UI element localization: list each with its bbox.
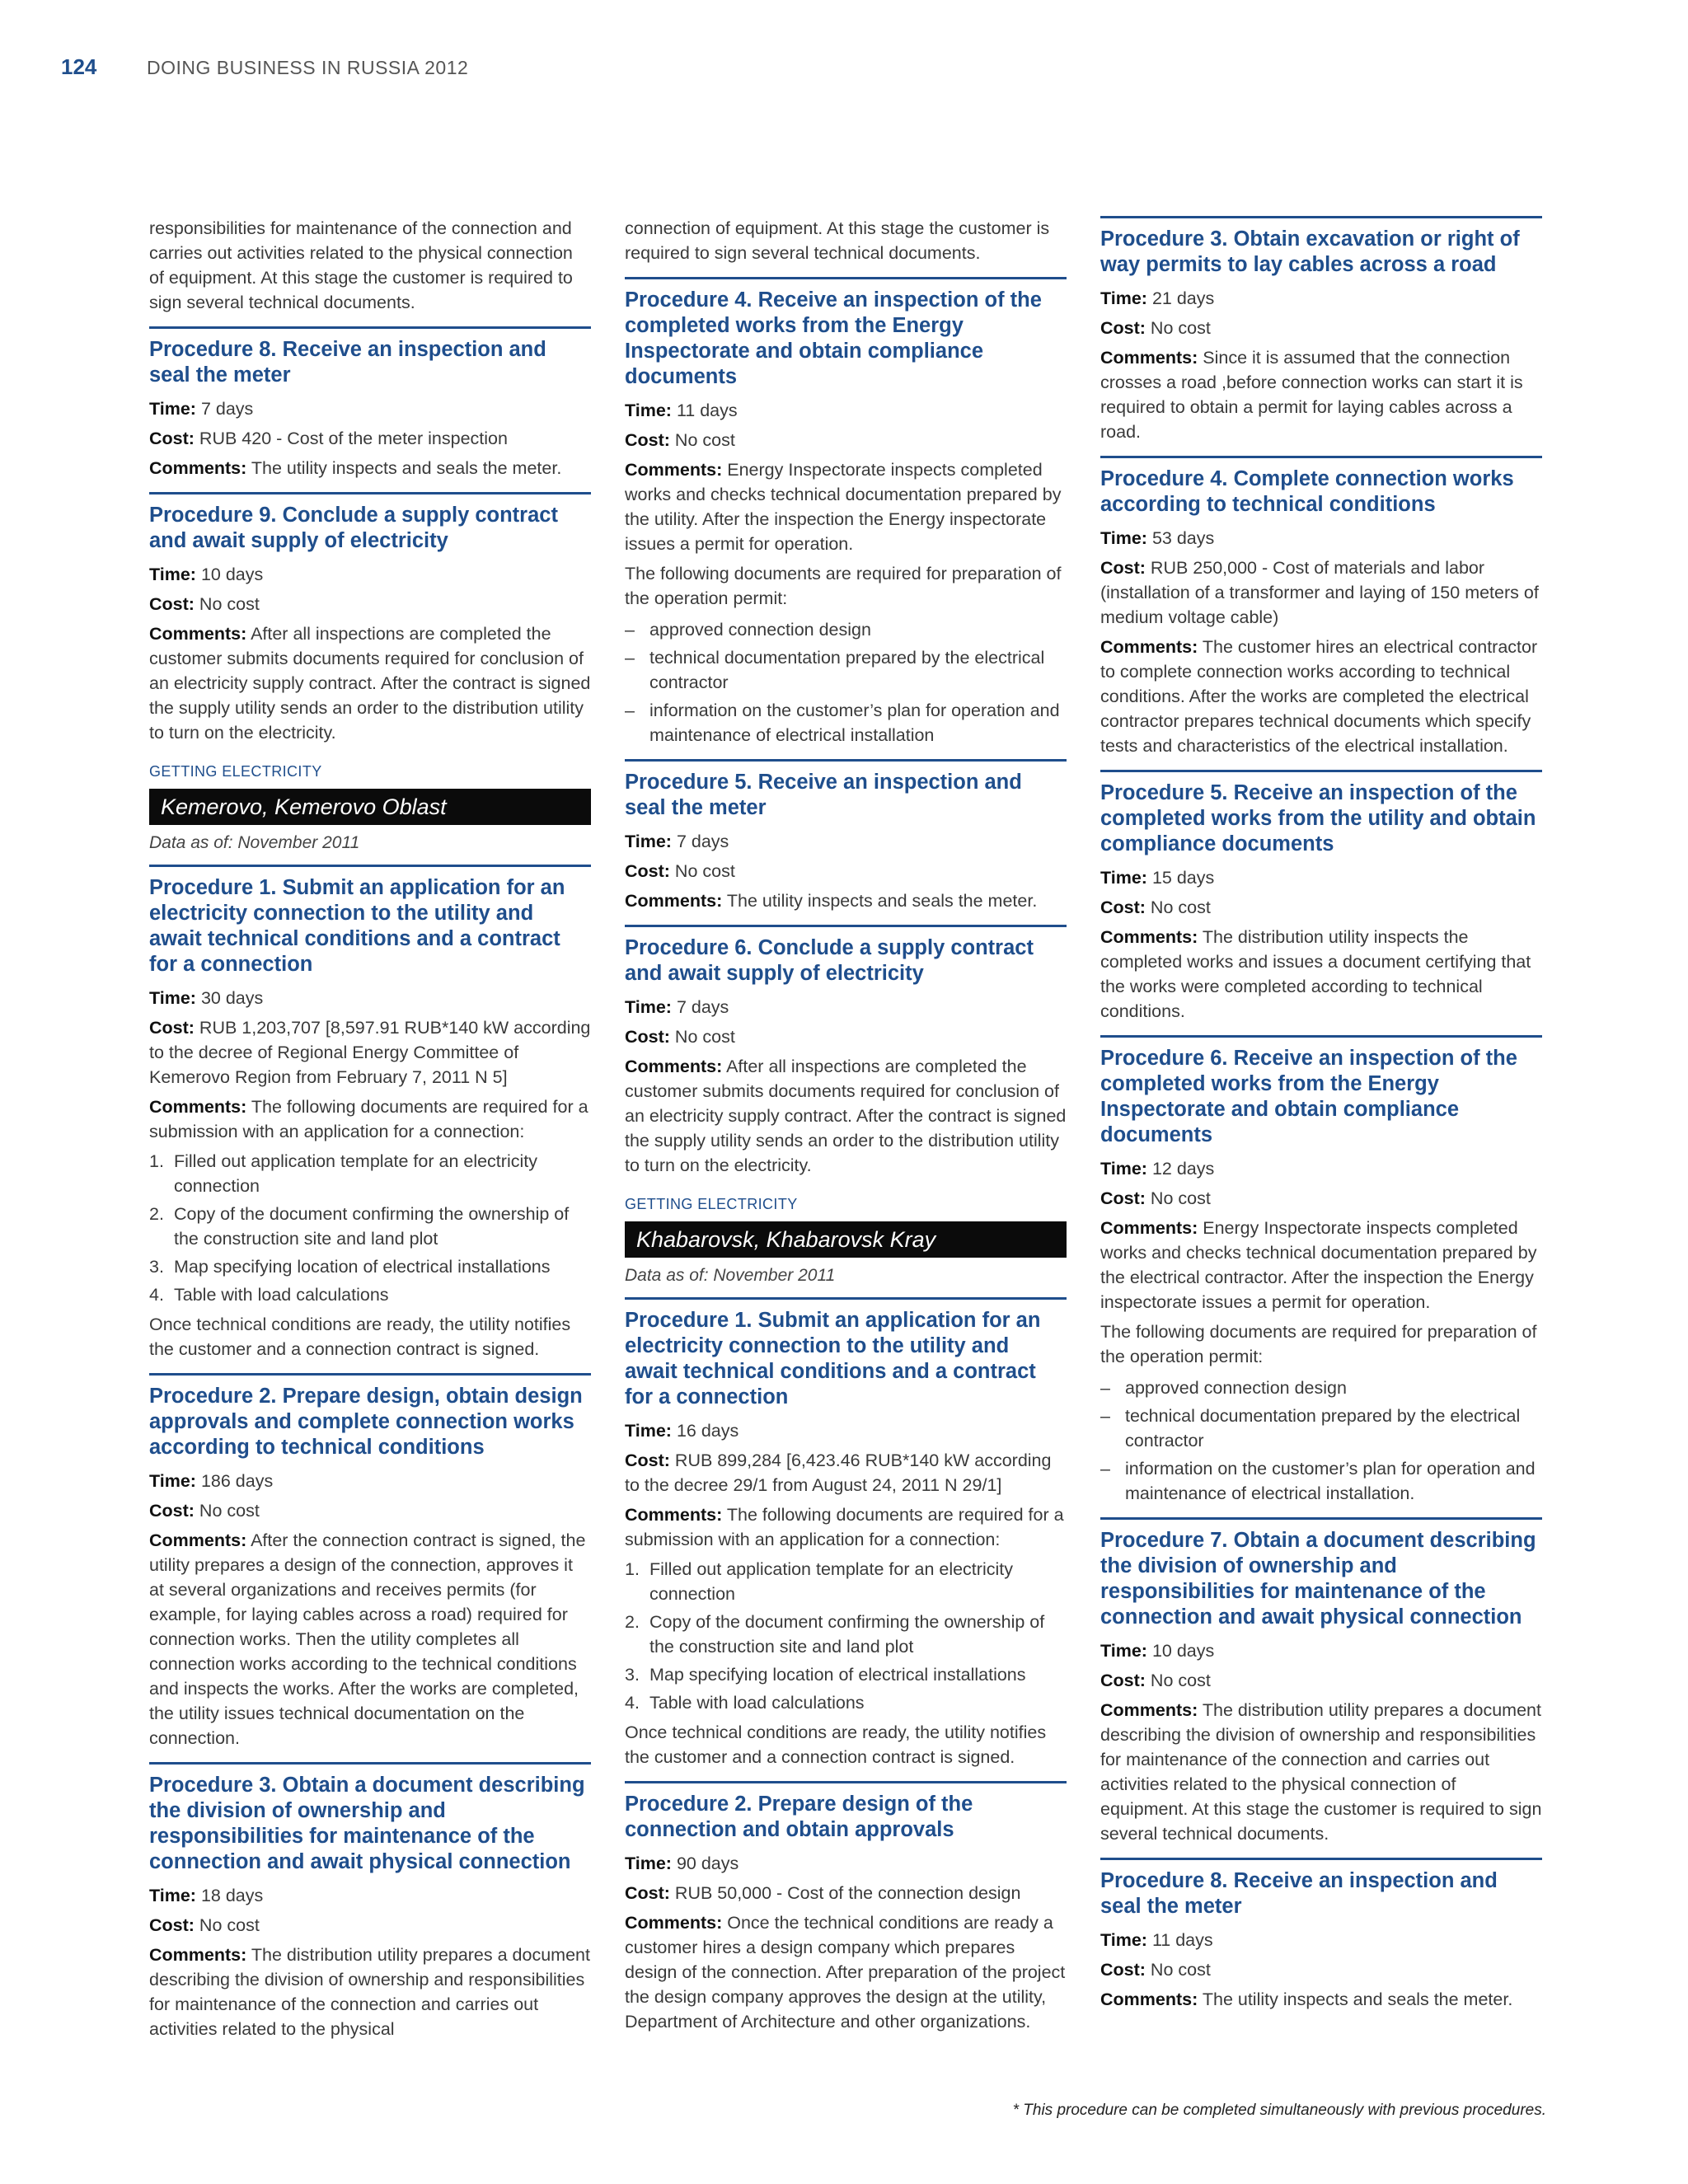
- comments-field: Comments: The utility inspects and seals the meter.: [625, 891, 1038, 911]
- continued-text: responsibilities for maintenance of the connection and carries out activities related to the physical connection of equipment. At this stage the customer is required to sign several technical documents.: [149, 218, 573, 312]
- cost-field: Cost: No cost: [1100, 1188, 1211, 1208]
- list-item: 1. Filled out application template for an electricity connection: [149, 1151, 537, 1196]
- cost-field: Cost: No cost: [1100, 1671, 1211, 1690]
- list-item: 4. Table with load calculations: [625, 1693, 865, 1713]
- procedure-heading: Procedure 3. Obtain a document describing the division of ownership and responsibilities for maintenance of the connection and await physical connection: [149, 1762, 591, 1875]
- cost-field: Cost: No cost: [149, 594, 260, 614]
- footnote: * This procedure can be completed simultaneously with previous procedures.: [1012, 2102, 1546, 2119]
- comments-field: Comments: The distribution utility inspects the completed works and issues a document certifying that the works were completed according to technical conditions.: [1100, 927, 1531, 1021]
- time-field: Time: 10 days: [149, 565, 264, 584]
- column-3: [1100, 216, 1542, 2017]
- body-text: Once technical conditions are ready, the utility notifies the customer and a connection contract is signed.: [625, 1722, 1047, 1767]
- comments-field: Comments: The utility inspects and seals the meter.: [1100, 1990, 1513, 2009]
- cost-field: Cost: No cost: [625, 861, 735, 881]
- city-banner: Kemerovo, Kemerovo Oblast: [149, 789, 591, 825]
- time-field: Time: 16 days: [625, 1421, 739, 1441]
- cost-field: Cost: RUB 50,000 - Cost of the connection design: [625, 1883, 1021, 1903]
- list-item: – technical documentation prepared by the electrical contractor: [1100, 1404, 1542, 1453]
- time-field: Time: 15 days: [1100, 868, 1215, 888]
- comments-field: Comments: Energy Inspectorate inspects completed works and checks technical documentation prepared by the electrical contractor. After the inspection the Energy inspectorate issues a permit for operation.: [1100, 1218, 1537, 1312]
- list-item: 2. Copy of the document confirming the ownership of the construction site and land plot: [625, 1612, 1045, 1657]
- section-label: GETTING ELECTRICITY: [625, 1196, 798, 1212]
- procedure-heading: Procedure 6. Conclude a supply contract and await supply of electricity: [625, 925, 1067, 987]
- cost-field: Cost: No cost: [149, 1501, 260, 1521]
- document-list: [149, 1149, 591, 1307]
- comments-field: Comments: After the connection contract is signed, the utility prepares a design of the connection, approves it at several organizations and receives permits (for example, for laying cables across a road) required for connection works. Then the utility completes all connection works according to the technical conditions and inspects the works. After the works are completed, the utility issues technical documentation on the connection.: [149, 1530, 586, 1748]
- time-field: Time: 10 days: [1100, 1641, 1215, 1661]
- list-item: 1. Filled out application template for an electricity connection: [625, 1559, 1013, 1604]
- document-list: [625, 617, 1067, 748]
- procedure-heading: Procedure 9. Conclude a supply contract and await supply of electricity: [149, 492, 591, 554]
- procedure-heading: Procedure 8. Receive an inspection and seal the meter: [1100, 1858, 1542, 1919]
- time-field: Time: 11 days: [625, 401, 738, 420]
- time-field: Time: 7 days: [625, 997, 729, 1017]
- city-banner: Khabarovsk, Khabarovsk Kray: [625, 1221, 1067, 1258]
- time-field: Time: 53 days: [1100, 528, 1215, 548]
- comments-field: Comments: The distribution utility prepares a document describing the division of ownership and responsibilities for maintenance of the connection and carries out activities related to the physical connection of equipment. At this stage the customer is required to sign several technical documents.: [1100, 1700, 1542, 1844]
- body-text: The following documents are required for preparation of the operation permit:: [1100, 1322, 1537, 1366]
- body-text: Once technical conditions are ready, the utility notifies the customer and a connection contract is signed.: [149, 1315, 571, 1359]
- procedure-heading: Procedure 3. Obtain excavation or right of way permits to lay cables across a road: [1100, 216, 1542, 278]
- time-field: Time: 186 days: [149, 1471, 274, 1491]
- column-1: [149, 216, 591, 2046]
- comments-field: Comments: Energy Inspectorate inspects completed works and checks technical documentation prepared by the utility. After the inspection the Energy inspectorate issues a permit for operation.: [625, 460, 1062, 554]
- page-header: [61, 54, 468, 87]
- data-as-of: Data as of: November 2011: [625, 1266, 836, 1285]
- cost-field: Cost: No cost: [1100, 1960, 1211, 1980]
- running-title: DOING BUSINESS IN RUSSIA 2012: [147, 57, 469, 78]
- cost-field: Cost: RUB 1,203,707 [8,597.91 RUB*140 kW according to the decree of Regional Energy Committee of Kemerovo Region from February 7, 2011 N 5]: [149, 1018, 591, 1087]
- procedure-heading: Procedure 4. Complete connection works according to technical conditions: [1100, 456, 1542, 518]
- continued-text: connection of equipment. At this stage the customer is required to sign several technical documents.: [625, 218, 1050, 263]
- comments-field: Comments: Since it is assumed that the connection crosses a road ,before connection works can start it is required to obtain a permit for laying cables across a road.: [1100, 348, 1523, 442]
- list-item: – information on the customer’s plan for operation and maintenance of electrical installation.: [1100, 1456, 1542, 1506]
- document-list: [1100, 1376, 1542, 1506]
- cost-field: Cost: RUB 250,000 - Cost of materials and labor (installation of a transformer and laying of 150 meters of medium voltage cable): [1100, 558, 1539, 627]
- list-item: 4. Table with load calculations: [149, 1285, 389, 1305]
- time-field: Time: 11 days: [1100, 1930, 1213, 1950]
- time-field: Time: 12 days: [1100, 1159, 1215, 1179]
- comments-field: Comments: The utility inspects and seals the meter.: [149, 458, 562, 478]
- procedure-heading: Procedure 4. Receive an inspection of the completed works from the Energy Inspectorate and obtain compliance documents: [625, 277, 1067, 390]
- list-item: – information on the customer’s plan for operation and maintenance of electrical installation: [625, 698, 1067, 748]
- procedure-heading: Procedure 6. Receive an inspection of the completed works from the Energy Inspectorate and obtain compliance documents: [1100, 1035, 1542, 1148]
- procedure-heading: Procedure 7. Obtain a document describing the division of ownership and responsibilities for maintenance of the connection and await physical connection: [1100, 1517, 1542, 1630]
- list-item: – approved connection design: [625, 617, 1067, 642]
- section-label: GETTING ELECTRICITY: [149, 763, 322, 780]
- comments-field: Comments: Once the technical conditions are ready a customer hires a design company which prepares design of the connection. After preparation of the project the design company approves the design at the utility, Department of Architecture and other organizations.: [625, 1913, 1066, 2032]
- data-as-of: Data as of: November 2011: [149, 833, 360, 852]
- comments-field: Comments: The distribution utility prepares a document describing the division of ownership and responsibilities for maintenance of the connection and carries out activities related to the physical: [149, 1945, 590, 2039]
- list-item: 3. Map specifying location of electrical installations: [149, 1257, 551, 1277]
- list-item: – approved connection design: [1100, 1376, 1542, 1400]
- comments-field: Comments: The following documents are required for a submission with an application for a connection:: [625, 1505, 1064, 1549]
- body-text: The following documents are required for preparation of the operation permit:: [625, 564, 1062, 608]
- column-2: [625, 216, 1067, 2039]
- cost-field: Cost: RUB 420 - Cost of the meter inspection: [149, 429, 508, 448]
- cost-field: Cost: No cost: [1100, 318, 1211, 338]
- list-item: 2. Copy of the document confirming the ownership of the construction site and land plot: [149, 1204, 570, 1249]
- cost-field: Cost: No cost: [625, 430, 735, 450]
- comments-field: Comments: After all inspections are completed the customer submits documents required for conclusion of an electricity supply contract. After the contract is signed the supply utility sends an order to the distribution utility to turn on the electricity.: [625, 1057, 1067, 1175]
- cost-field: Cost: No cost: [149, 1915, 260, 1935]
- time-field: Time: 90 days: [625, 1854, 739, 1873]
- comments-field: Comments: The following documents are required for a submission with an application for a connection:: [149, 1097, 588, 1141]
- time-field: Time: 7 days: [149, 399, 254, 419]
- list-item: 3. Map specifying location of electrical installations: [625, 1665, 1026, 1685]
- page-number: 124: [61, 54, 97, 79]
- cost-field: Cost: No cost: [625, 1027, 735, 1047]
- procedure-heading: Procedure 8. Receive an inspection and seal the meter: [149, 326, 591, 388]
- time-field: Time: 7 days: [625, 832, 729, 851]
- procedure-heading: Procedure 2. Prepare design, obtain design approvals and complete connection works according to technical conditions: [149, 1373, 591, 1460]
- cost-field: Cost: No cost: [1100, 898, 1211, 917]
- procedure-heading: Procedure 1. Submit an application for an electricity connection to the utility and await technical conditions and a contract for a connection: [149, 865, 591, 977]
- time-field: Time: 30 days: [149, 988, 264, 1008]
- time-field: Time: 18 days: [149, 1886, 264, 1905]
- time-field: Time: 21 days: [1100, 288, 1215, 308]
- document-list: [625, 1557, 1067, 1715]
- list-item: – technical documentation prepared by the electrical contractor: [625, 645, 1067, 695]
- cost-field: Cost: RUB 899,284 [6,423.46 RUB*140 kW according to the decree 29/1 from August 24, 2011 N 29/1]: [625, 1451, 1052, 1495]
- comments-field: Comments: After all inspections are completed the customer submits documents required for conclusion of an electricity supply contract. After the contract is signed the supply utility sends an order to the distribution utility to turn on the electricity.: [149, 624, 591, 743]
- procedure-heading: Procedure 5. Receive an inspection and seal the meter: [625, 759, 1067, 821]
- procedure-heading: Procedure 5. Receive an inspection of the completed works from the utility and obtain compliance documents: [1100, 770, 1542, 857]
- procedure-heading: Procedure 2. Prepare design of the connection and obtain approvals: [625, 1781, 1067, 1843]
- procedure-heading: Procedure 1. Submit an application for an electricity connection to the utility and await technical conditions and a contract for a connection: [625, 1297, 1067, 1410]
- comments-field: Comments: The customer hires an electrical contractor to complete connection works according to technical conditions. After the works are completed the electrical contractor prepares technical documents which specify tests and characteristics of the electrical installation.: [1100, 637, 1538, 756]
